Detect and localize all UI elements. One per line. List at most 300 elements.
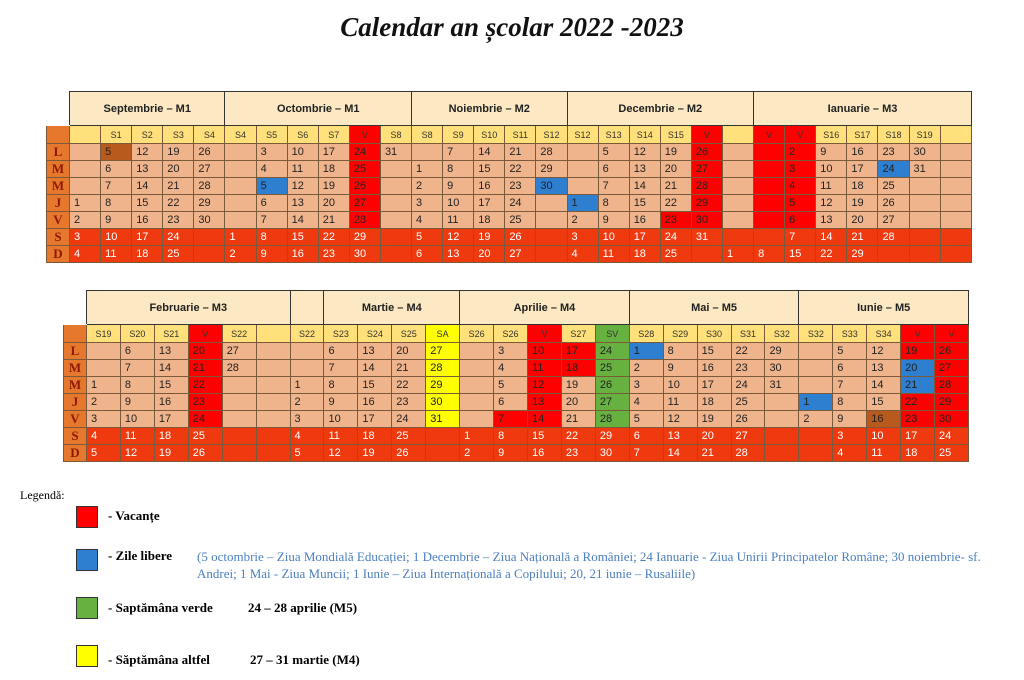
- day-cell: 19: [474, 229, 505, 246]
- month-header: Noiembrie – M2: [412, 92, 567, 126]
- day-cell: 10: [527, 343, 561, 360]
- day-cell: [225, 144, 256, 161]
- day-cell: 15: [527, 428, 561, 445]
- day-cell: 25: [660, 246, 691, 263]
- week-number-cell: S24: [358, 325, 392, 343]
- day-cell: 22: [561, 428, 595, 445]
- day-cell: 27: [731, 428, 765, 445]
- day-cell: [256, 428, 290, 445]
- day-cell: 22: [188, 377, 222, 394]
- day-label: S: [47, 229, 70, 246]
- week-number-cell: S21: [154, 325, 188, 343]
- day-cell: 16: [527, 445, 561, 462]
- legend-other-week-swatch: [76, 645, 98, 667]
- table-row: [47, 144, 972, 161]
- day-cell: 3: [629, 377, 663, 394]
- day-cell: 19: [358, 445, 392, 462]
- day-cell: 20: [847, 212, 878, 229]
- day-cell: [460, 394, 494, 411]
- day-cell: [799, 428, 833, 445]
- day-cell: 24: [349, 144, 380, 161]
- day-cell: 9: [120, 394, 154, 411]
- day-cell: 6: [256, 195, 287, 212]
- day-label: J: [47, 195, 70, 212]
- day-cell: [256, 411, 290, 428]
- day-cell: 24: [188, 411, 222, 428]
- day-cell: [460, 377, 494, 394]
- day-cell: 21: [318, 212, 349, 229]
- day-cell: 8: [443, 161, 474, 178]
- day-cell: 23: [660, 212, 691, 229]
- day-cell: 7: [494, 411, 528, 428]
- day-cell: 6: [629, 428, 663, 445]
- day-cell: 11: [527, 360, 561, 377]
- page-title: Calendar an școlar 2022 -2023: [340, 12, 684, 42]
- day-cell: 9: [663, 360, 697, 377]
- legend-vacation-label: - Vacanțe: [108, 508, 160, 523]
- week-number-cell: [256, 325, 290, 343]
- day-cell: 30: [935, 411, 969, 428]
- day-label: D: [47, 246, 70, 263]
- day-cell: 10: [101, 229, 132, 246]
- day-cell: 27: [505, 246, 536, 263]
- day-cell: 30: [765, 360, 799, 377]
- day-cell: 20: [474, 246, 505, 263]
- day-cell: 9: [443, 178, 474, 195]
- day-cell: 21: [392, 360, 426, 377]
- week-number-cell: S20: [120, 325, 154, 343]
- day-cell: [222, 394, 256, 411]
- day-cell: [909, 195, 940, 212]
- day-cell: 25: [505, 212, 536, 229]
- day-cell: 17: [474, 195, 505, 212]
- month-header: Iunie – M5: [799, 291, 969, 325]
- table-row: [64, 343, 969, 360]
- day-cell: 4: [412, 212, 443, 229]
- day-cell: 7: [443, 144, 474, 161]
- day-cell: [536, 195, 567, 212]
- day-cell: [878, 246, 909, 263]
- day-cell: 6: [598, 161, 629, 178]
- legend-other-week-label: - Săptămâna altfel: [108, 652, 210, 667]
- week-number-cell: S9: [443, 126, 474, 144]
- day-cell: 12: [132, 144, 163, 161]
- day-cell: 28: [731, 445, 765, 462]
- day-cell: 1: [412, 161, 443, 178]
- day-cell: [536, 229, 567, 246]
- day-cell: 16: [629, 212, 660, 229]
- day-cell: 7: [833, 377, 867, 394]
- week-number-cell: SV: [595, 325, 629, 343]
- day-cell: 31: [426, 411, 460, 428]
- day-cell: 24: [163, 229, 194, 246]
- day-cell: 12: [629, 144, 660, 161]
- day-cell: 13: [358, 343, 392, 360]
- day-cell: 1: [460, 428, 494, 445]
- day-cell: [426, 428, 460, 445]
- week-number-cell: S33: [833, 325, 867, 343]
- day-cell: 18: [847, 178, 878, 195]
- day-cell: 12: [663, 411, 697, 428]
- day-cell: 7: [598, 178, 629, 195]
- day-cell: 3: [87, 411, 121, 428]
- week-number-cell: V: [901, 325, 935, 343]
- day-cell: 15: [785, 246, 816, 263]
- day-cell: 20: [561, 394, 595, 411]
- day-cell: 6: [785, 212, 816, 229]
- week-number-cell: S32: [799, 325, 833, 343]
- day-cell: 24: [505, 195, 536, 212]
- day-cell: [567, 161, 598, 178]
- day-cell: 7: [101, 178, 132, 195]
- day-cell: 16: [474, 178, 505, 195]
- day-cell: 21: [660, 178, 691, 195]
- day-cell: 26: [505, 229, 536, 246]
- day-cell: 29: [426, 377, 460, 394]
- week-number-cell: S29: [663, 325, 697, 343]
- day-cell: 20: [188, 343, 222, 360]
- day-cell: 8: [256, 229, 287, 246]
- day-cell: 27: [691, 161, 722, 178]
- day-cell: 10: [120, 411, 154, 428]
- day-label: M: [47, 178, 70, 195]
- day-cell: 17: [154, 411, 188, 428]
- day-cell: 28: [691, 178, 722, 195]
- day-cell: 19: [660, 144, 691, 161]
- day-label: V: [47, 212, 70, 229]
- day-cell: [909, 246, 940, 263]
- day-cell: 4: [494, 360, 528, 377]
- day-cell: 9: [598, 212, 629, 229]
- day-cell: 2: [567, 212, 598, 229]
- day-label: M: [64, 360, 87, 377]
- day-cell: 14: [287, 212, 318, 229]
- day-cell: 11: [101, 246, 132, 263]
- day-cell: [256, 394, 290, 411]
- day-cell: 9: [324, 394, 358, 411]
- day-cell: 13: [154, 343, 188, 360]
- day-cell: 22: [505, 161, 536, 178]
- week-number-cell: S31: [731, 325, 765, 343]
- day-cell: 26: [691, 144, 722, 161]
- day-cell: 12: [527, 377, 561, 394]
- day-cell: [722, 195, 753, 212]
- table-row: [64, 394, 969, 411]
- day-cell: 3: [256, 144, 287, 161]
- day-cell: 29: [536, 161, 567, 178]
- legend-free-days-note: (5 octombrie – Ziua Mondială Educației; 1 Decembrie – Ziua Națională a României; 24 Ianuarie - Ziua Unirii Principatelor Române; 30 noiembrie- sf. Andrei; 1 Mai - Ziua Muncii; 1 Iunie – Ziua Internațională a Copilului; 20, 21 iunie – Rusaliile): [197, 549, 981, 581]
- week-number-cell: S32: [765, 325, 799, 343]
- day-cell: [380, 246, 411, 263]
- day-cell: 1: [70, 195, 101, 212]
- day-cell: 18: [318, 161, 349, 178]
- day-cell: [940, 246, 971, 263]
- day-cell: 13: [132, 161, 163, 178]
- day-cell: 11: [120, 428, 154, 445]
- day-cell: 5: [629, 411, 663, 428]
- day-cell: [722, 144, 753, 161]
- day-label: V: [64, 411, 87, 428]
- day-cell: [225, 178, 256, 195]
- week-number-cell: S14: [629, 126, 660, 144]
- day-cell: [765, 428, 799, 445]
- day-cell: [194, 229, 225, 246]
- day-cell: 30: [909, 144, 940, 161]
- day-cell: [380, 212, 411, 229]
- day-cell: 4: [70, 246, 101, 263]
- day-cell: 27: [222, 343, 256, 360]
- day-cell: 10: [287, 144, 318, 161]
- week-number-cell: S2: [132, 126, 163, 144]
- day-cell: [722, 161, 753, 178]
- day-cell: 8: [598, 195, 629, 212]
- day-cell: 10: [867, 428, 901, 445]
- month-header: Aprilie – M4: [460, 291, 630, 325]
- day-cell: [765, 411, 799, 428]
- week-number-cell: S12: [536, 126, 567, 144]
- day-cell: 5: [290, 445, 324, 462]
- day-cell: 1: [629, 343, 663, 360]
- legend-green-week-dates: 24 – 28 aprilie (M5): [248, 600, 358, 615]
- day-cell: 1: [567, 195, 598, 212]
- day-cell: [765, 394, 799, 411]
- day-cell: [87, 360, 121, 377]
- day-cell: 22: [660, 195, 691, 212]
- day-cell: 16: [154, 394, 188, 411]
- day-cell: 26: [349, 178, 380, 195]
- day-cell: 18: [474, 212, 505, 229]
- day-cell: 12: [867, 343, 901, 360]
- day-label: M: [64, 377, 87, 394]
- week-number-cell: V: [754, 126, 785, 144]
- day-cell: [380, 229, 411, 246]
- day-cell: 18: [561, 360, 595, 377]
- day-cell: 4: [290, 428, 324, 445]
- calendar-table-semester-2: [63, 290, 969, 462]
- day-cell: 17: [847, 161, 878, 178]
- day-cell: 29: [349, 229, 380, 246]
- day-cell: [426, 445, 460, 462]
- day-cell: [754, 229, 785, 246]
- day-cell: 6: [412, 246, 443, 263]
- day-cell: 23: [318, 246, 349, 263]
- week-number-cell: S26: [460, 325, 494, 343]
- day-cell: 9: [494, 445, 528, 462]
- month-header: [290, 291, 324, 325]
- day-cell: 27: [595, 394, 629, 411]
- week-number-cell: S19: [909, 126, 940, 144]
- day-cell: 4: [785, 178, 816, 195]
- day-cell: [290, 360, 324, 377]
- day-cell: 2: [785, 144, 816, 161]
- day-cell: 20: [392, 343, 426, 360]
- day-cell: 2: [290, 394, 324, 411]
- month-header: Ianuarie – M3: [754, 92, 972, 126]
- day-cell: 6: [833, 360, 867, 377]
- day-label: D: [64, 445, 87, 462]
- legend-free-days-swatch: [76, 549, 98, 571]
- day-cell: 18: [629, 246, 660, 263]
- day-cell: 13: [867, 360, 901, 377]
- day-cell: 17: [697, 377, 731, 394]
- day-cell: 11: [287, 161, 318, 178]
- day-cell: 2: [799, 411, 833, 428]
- week-number-cell: [722, 126, 753, 144]
- day-cell: [412, 144, 443, 161]
- day-cell: 8: [494, 428, 528, 445]
- day-cell: 11: [867, 445, 901, 462]
- day-cell: [909, 212, 940, 229]
- day-cell: 1: [225, 229, 256, 246]
- day-cell: 23: [561, 445, 595, 462]
- day-cell: 5: [101, 144, 132, 161]
- day-cell: 16: [358, 394, 392, 411]
- corner-cell: [64, 291, 87, 325]
- day-cell: [87, 343, 121, 360]
- day-cell: 8: [663, 343, 697, 360]
- day-cell: 17: [132, 229, 163, 246]
- week-number-cell: S5: [256, 126, 287, 144]
- week-number-cell: S8: [412, 126, 443, 144]
- day-cell: [567, 144, 598, 161]
- day-cell: 29: [595, 428, 629, 445]
- day-cell: 10: [443, 195, 474, 212]
- month-header: Februarie – M3: [87, 291, 291, 325]
- day-cell: 5: [598, 144, 629, 161]
- day-cell: [536, 246, 567, 263]
- day-cell: 31: [765, 377, 799, 394]
- day-cell: 7: [785, 229, 816, 246]
- day-cell: 19: [847, 195, 878, 212]
- week-number-cell: S17: [847, 126, 878, 144]
- day-cell: 15: [287, 229, 318, 246]
- week-number-cell: V: [691, 126, 722, 144]
- day-cell: 7: [256, 212, 287, 229]
- day-cell: 14: [629, 178, 660, 195]
- day-cell: 14: [132, 178, 163, 195]
- day-cell: 15: [867, 394, 901, 411]
- week-label-corner: [64, 325, 87, 343]
- week-number-cell: S28: [629, 325, 663, 343]
- week-number-cell: S19: [87, 325, 121, 343]
- day-cell: [754, 212, 785, 229]
- day-cell: [754, 195, 785, 212]
- week-number-cell: S18: [878, 126, 909, 144]
- day-cell: 29: [691, 195, 722, 212]
- day-cell: 9: [833, 411, 867, 428]
- day-cell: 13: [287, 195, 318, 212]
- day-cell: 31: [909, 161, 940, 178]
- month-header: Martie – M4: [324, 291, 460, 325]
- day-cell: [909, 178, 940, 195]
- day-cell: 25: [935, 445, 969, 462]
- day-cell: 8: [101, 195, 132, 212]
- day-cell: 19: [901, 343, 935, 360]
- day-cell: 28: [595, 411, 629, 428]
- day-cell: 1: [87, 377, 121, 394]
- calendar-table-semester-1: [46, 91, 972, 263]
- day-cell: 23: [878, 144, 909, 161]
- day-cell: [536, 212, 567, 229]
- table-row: [47, 246, 972, 263]
- day-cell: 15: [132, 195, 163, 212]
- day-label: S: [64, 428, 87, 445]
- day-cell: 26: [935, 343, 969, 360]
- day-cell: 18: [697, 394, 731, 411]
- day-cell: 4: [87, 428, 121, 445]
- day-cell: 3: [567, 229, 598, 246]
- day-cell: 1: [290, 377, 324, 394]
- day-cell: 16: [132, 212, 163, 229]
- day-cell: 14: [474, 144, 505, 161]
- day-cell: 30: [349, 246, 380, 263]
- day-cell: 28: [426, 360, 460, 377]
- day-cell: [225, 161, 256, 178]
- day-cell: 21: [901, 377, 935, 394]
- day-cell: 14: [527, 411, 561, 428]
- month-header: Decembrie – M2: [567, 92, 754, 126]
- day-cell: 25: [731, 394, 765, 411]
- day-cell: 16: [847, 144, 878, 161]
- day-cell: 12: [287, 178, 318, 195]
- day-cell: 21: [188, 360, 222, 377]
- day-cell: 25: [595, 360, 629, 377]
- legend-green-week-label: - Saptămâna verde: [108, 600, 213, 615]
- day-cell: [940, 161, 971, 178]
- day-cell: 24: [731, 377, 765, 394]
- legend-title: Legendă:: [20, 488, 65, 502]
- week-number-cell: S22: [222, 325, 256, 343]
- day-cell: 5: [833, 343, 867, 360]
- day-cell: 19: [561, 377, 595, 394]
- day-cell: [256, 377, 290, 394]
- day-cell: [380, 161, 411, 178]
- day-cell: 14: [816, 229, 847, 246]
- day-cell: 8: [833, 394, 867, 411]
- day-cell: 29: [765, 343, 799, 360]
- day-cell: [380, 195, 411, 212]
- day-cell: [940, 212, 971, 229]
- day-cell: 23: [188, 394, 222, 411]
- day-cell: 21: [697, 445, 731, 462]
- week-number-cell: S25: [392, 325, 426, 343]
- day-cell: 27: [194, 161, 225, 178]
- week-number-cell: S13: [598, 126, 629, 144]
- day-cell: 5: [256, 178, 287, 195]
- day-cell: 26: [595, 377, 629, 394]
- day-cell: 27: [426, 343, 460, 360]
- day-cell: 12: [120, 445, 154, 462]
- day-cell: 15: [629, 195, 660, 212]
- day-cell: 2: [225, 246, 256, 263]
- table-row: [47, 212, 972, 229]
- day-cell: [799, 377, 833, 394]
- day-cell: 1: [722, 246, 753, 263]
- day-cell: 2: [629, 360, 663, 377]
- week-number-cell: S1: [101, 126, 132, 144]
- day-cell: 30: [595, 445, 629, 462]
- day-cell: 30: [194, 212, 225, 229]
- day-cell: 23: [731, 360, 765, 377]
- day-cell: 17: [561, 343, 595, 360]
- week-number-cell: S16: [816, 126, 847, 144]
- day-cell: [460, 343, 494, 360]
- day-cell: [799, 360, 833, 377]
- day-cell: 20: [660, 161, 691, 178]
- day-cell: 2: [70, 212, 101, 229]
- day-cell: 14: [358, 360, 392, 377]
- day-cell: 8: [120, 377, 154, 394]
